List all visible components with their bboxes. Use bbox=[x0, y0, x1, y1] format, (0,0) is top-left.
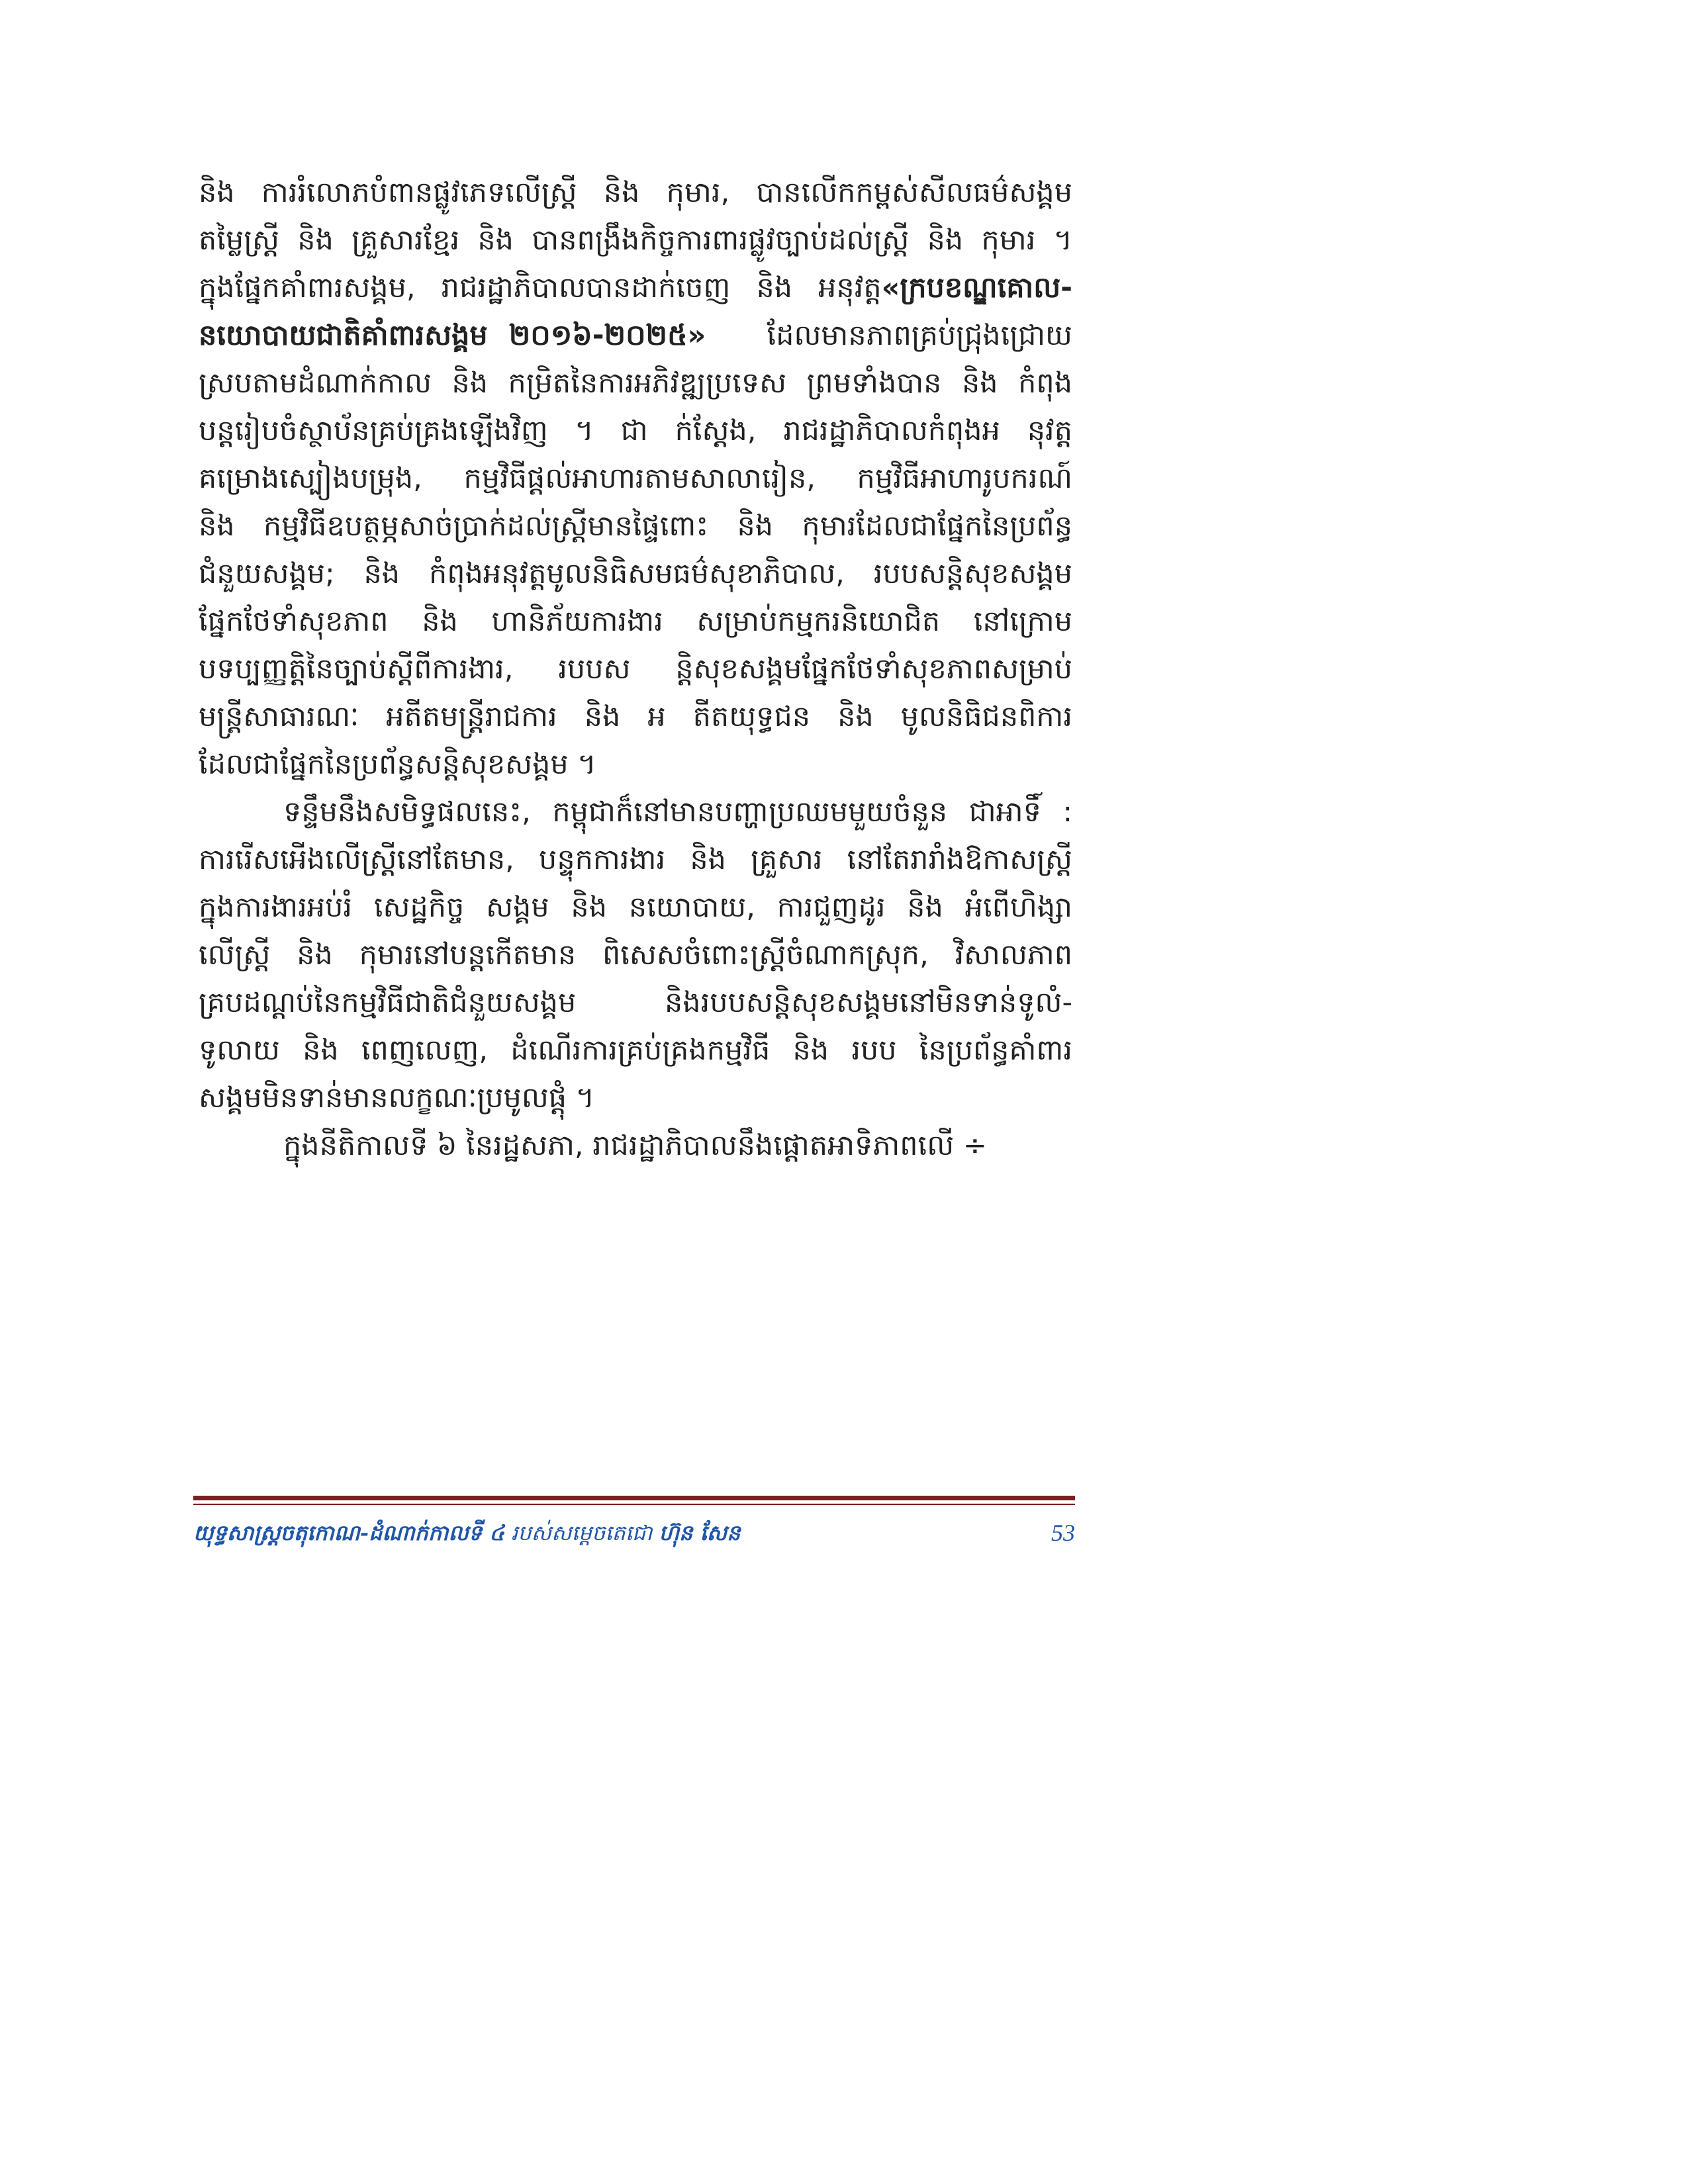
text-line: ការរើសអើងលើស្ត្រីនៅតែមាន, បន្ទុកការងារ និង គ្រួសារ នៅតែរារាំងឱកាសស្ត្រី bbox=[199, 843, 1072, 876]
text-line: ជំនួយសង្គម; និង កំពុងអនុវត្តមូលនិធិសមធម៌សុខាភិបាល, របបសន្តិសុខសង្គម bbox=[199, 557, 1072, 590]
text-line: ក្នុងការងារអប់រំ សេដ្ឋកិច្ច សង្គម និង នយោបាយ, ការជួញដូរ និង អំពើហិង្សា bbox=[199, 891, 1072, 924]
text-line: បន្តរៀបចំស្ថាប័នគ្រប់គ្រងឡើងវិញ ។ ជា ក់ស្ដែង, រាជរដ្ឋាភិបាលកំពុងអ នុវត្ត bbox=[199, 414, 1072, 447]
text-line: លើស្ត្រី និង កុមារនៅបន្តកើតមាន ពិសេសចំពោះស្ត្រីចំណាកស្រុក, វិសាលភាព bbox=[199, 938, 1072, 972]
text-line: គម្រោងស្បៀងបម្រុង, កម្មវិធីផ្ដល់អាហារតាមសាលារៀន, កម្មវិធីអាហារូបករណ៍ bbox=[199, 462, 1072, 495]
footer-author-name: ហ៊ុន សែន bbox=[659, 1520, 741, 1545]
text-line: បទប្បញ្ញត្តិនៃច្បាប់ស្ដីពីការងារ, របបស ន្តិសុខសង្គមផ្នែកថែទាំសុខភាពសម្រាប់ bbox=[199, 653, 1072, 686]
text-fragment: ក្នុងផ្នែកគាំពារសង្គម, រាជរដ្ឋាភិបាលបានដាក់ចេញ និង អនុវត្ត bbox=[199, 271, 882, 304]
footer-author-prefix: របស់សម្ដេចតេជោ bbox=[504, 1520, 659, 1545]
text-line: គ្របដណ្ដប់នៃកម្មវិធីជាតិជំនួយសង្គម និងរបបសន្តិសុខសង្គមនៅមិនទាន់ទូលំ- bbox=[199, 986, 1072, 1019]
policy-title-part-1: «ក្របខណ្ឌគោល- bbox=[881, 271, 1072, 304]
policy-title-part-2: នយោបាយជាតិគាំពារសង្គម ២០១៦-២០២៥» bbox=[199, 319, 706, 352]
text-line: សង្គមមិនទាន់មានលក្ខណៈប្រមូលផ្ដុំ ។ bbox=[199, 1081, 595, 1115]
footer-book-title: យុទ្ធសាស្ត្រចតុកោណ-ដំណាក់កាលទី ៤ bbox=[193, 1520, 504, 1545]
page-number: 53 bbox=[1051, 1520, 1075, 1546]
text-line: ផ្នែកថែទាំសុខភាព និង ហានិភ័យការងារ សម្រាប់កម្មករនិយោជិត នៅក្រោម bbox=[199, 605, 1072, 638]
text-line: តម្លៃស្ត្រី និង គ្រួសារខ្មែរ និង បានពង្រឹងកិច្ចការពារផ្លូវច្បាប់ដល់ស្ត្រី និង កុមារ ។ bbox=[199, 224, 1072, 257]
footer-rule-thin bbox=[193, 1504, 1075, 1505]
text-line: ក្នុងនីតិកាលទី ៦ នៃរដ្ឋសភា, រាជរដ្ឋាភិបាលនឹងផ្ដោតអាទិភាពលើ ÷ bbox=[283, 1129, 987, 1162]
body-text bbox=[199, 169, 1072, 1169]
page-footer bbox=[193, 1517, 1075, 1557]
text-fragment: ដែលមានភាពគ្រប់ជ្រុងជ្រោយ bbox=[767, 319, 1072, 352]
text-line: ដែលជាផ្នែកនៃប្រព័ន្ធសន្តិសុខសង្គម ។ bbox=[199, 748, 596, 781]
text-line: ទូលាយ និង ពេញលេញ, ដំណើរការគ្រប់គ្រងកម្មវិធី និង របប នៃប្រព័ន្ធគាំពារ bbox=[199, 1034, 1072, 1067]
text-line: ស្របតាមដំណាក់កាល និង កម្រិតនៃការអភិវឌ្ឍប្រទេស ព្រមទាំងបាន និង កំពុង bbox=[199, 367, 1072, 400]
text-line: មន្ត្រីសាធារណៈ អតីតមន្ត្រីរាជការ និង អ តីតយុទ្ធជន និង មូលនិធិជនពិការ bbox=[199, 700, 1072, 733]
text-line: និង ការរំលោភបំពានផ្លូវភេទលើស្ត្រី និង កុមារ, បានលើកកម្ពស់សីលធម៌សង្គម bbox=[199, 176, 1072, 209]
text-line-with-title bbox=[199, 312, 1072, 359]
text-line: ទន្ទឹមនឹងសមិទ្ធផលនេះ, កម្ពុជាក៏នៅមានបញ្ហាប្រឈមមួយចំនួន ជាអាទិ៍ : bbox=[283, 796, 1072, 829]
text-line-with-title bbox=[199, 264, 1072, 312]
text-line: និង កម្មវិធីឧបត្ថម្ភសាច់ប្រាក់ដល់ស្ត្រីមានផ្ទៃពោះ និង កុមារដែលជាផ្នែកនៃប្រព័ន្ធ bbox=[199, 510, 1072, 543]
footer-title bbox=[193, 1517, 740, 1549]
footer-rule-thick bbox=[193, 1496, 1075, 1500]
